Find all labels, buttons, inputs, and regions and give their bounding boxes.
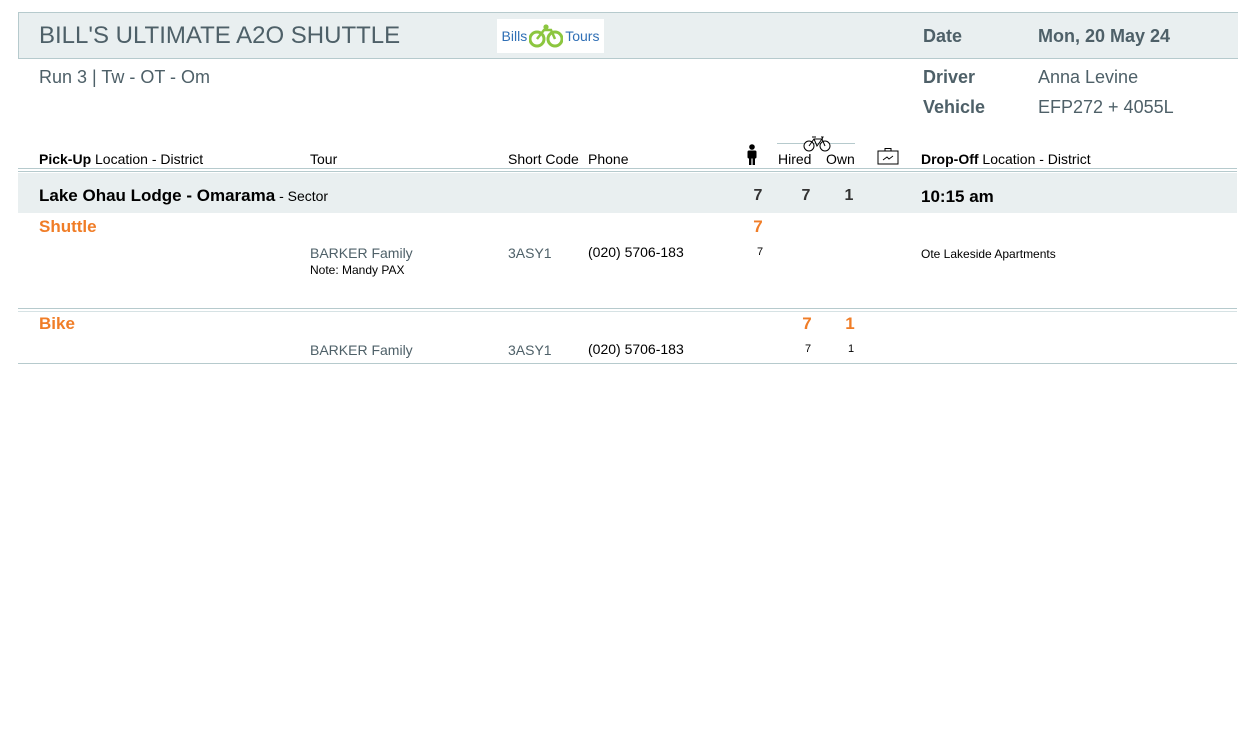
driver-value: Anna Levine [1038, 67, 1139, 87]
group-bike-hired: 7 [802, 314, 812, 333]
luggage-icon [877, 147, 899, 165]
col-dropoff [921, 151, 1091, 167]
col-short-code: Short Code [508, 151, 579, 167]
booking-tour: BARKER Family [310, 245, 413, 261]
col-pickup-rest: Location - District [91, 151, 204, 167]
booking-dropoff: Ote Lakeside Apartments [921, 247, 1056, 261]
date-label: Date [923, 26, 963, 46]
col-hired: Hired [778, 151, 812, 167]
vehicle-value: EFP272 + 4055L [1038, 97, 1174, 117]
group-divider [18, 308, 1237, 309]
header-rule [18, 168, 1237, 169]
sector-name: Lake Ohau Lodge - Omarama [39, 186, 276, 205]
group-label-bike: Bike [39, 314, 75, 333]
sector-time: 10:15 am [921, 187, 994, 206]
booking-hired: 7 [804, 343, 812, 355]
booking-code: 3ASY1 [508, 245, 552, 261]
vehicle-label: Vehicle [923, 97, 986, 117]
col-own: Own [826, 151, 855, 167]
sector-own: 1 [844, 187, 854, 204]
col-pickup [39, 151, 203, 167]
header-rule-2 [18, 171, 1237, 172]
sector-suffix: - Sector [275, 188, 329, 204]
booking-phone: (020) 5706-183 [588, 244, 684, 260]
booking-note: Note: Mandy PAX [310, 263, 405, 277]
col-dropoff-rest: Location - District [978, 151, 1091, 167]
page-title: BILL'S ULTIMATE A2O SHUTTLE [39, 22, 401, 49]
group-label-shuttle: Shuttle [39, 217, 97, 236]
col-dropoff-bold: Drop-Off [921, 151, 979, 167]
logo-text-left: Bills [501, 28, 528, 44]
sector-pax: 7 [753, 187, 763, 204]
col-phone: Phone [588, 151, 629, 167]
bike-logo-icon [529, 24, 563, 48]
group-divider-2 [18, 311, 1237, 312]
booking-pax: 7 [756, 246, 764, 258]
booking-tour: BARKER Family [310, 342, 413, 358]
sector-row [39, 186, 328, 206]
group-bike-own: 1 [845, 314, 855, 333]
booking-code: 3ASY1 [508, 342, 552, 358]
col-tour: Tour [310, 151, 338, 167]
person-icon [746, 144, 758, 166]
booking-phone: (020) 5706-183 [588, 341, 684, 357]
driver-label: Driver [923, 67, 976, 87]
date-value: Mon, 20 May 24 [1038, 26, 1171, 46]
run-label: Run 3 | Tw - OT - Om [39, 67, 211, 87]
bottom-rule [18, 363, 1237, 364]
company-logo [497, 19, 604, 53]
group-shuttle-pax: 7 [753, 217, 763, 236]
bicycle-icon [803, 134, 831, 152]
logo-text-right: Tours [565, 28, 600, 44]
booking-own: 1 [847, 343, 855, 355]
sector-hired: 7 [801, 187, 811, 204]
col-pickup-bold: Pick-Up [39, 151, 92, 167]
